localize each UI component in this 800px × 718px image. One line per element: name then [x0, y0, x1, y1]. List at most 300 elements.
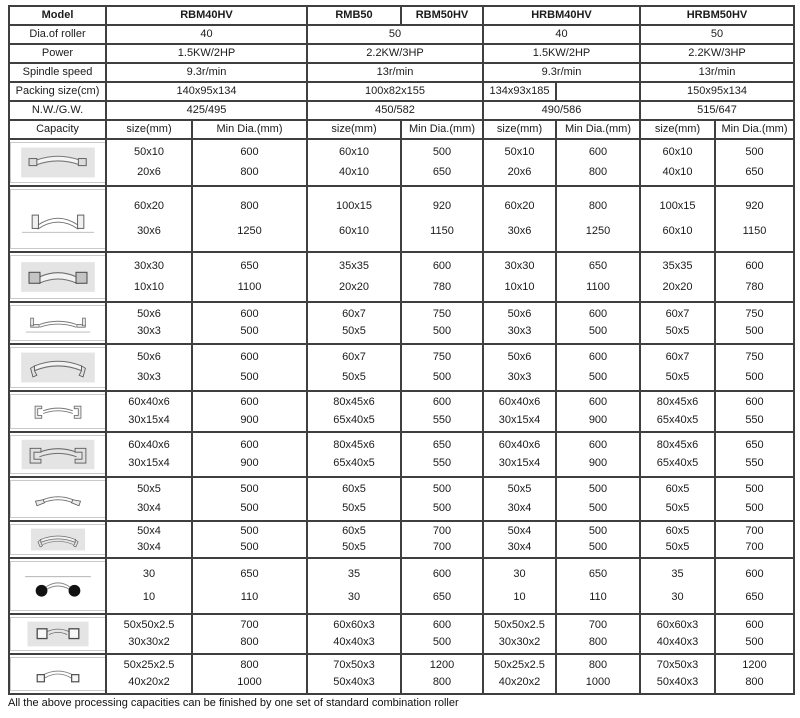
value-line: 30x4 — [507, 501, 532, 514]
value-line: 50x6 — [137, 307, 161, 320]
min-dia-cell — [402, 433, 482, 476]
value-line: 600 — [432, 619, 452, 631]
min-dia-cell — [716, 140, 793, 185]
min-dia-cell — [716, 187, 793, 251]
value-line: 40x20x2 — [128, 676, 170, 688]
min-dia-cell — [716, 303, 793, 343]
value-line: 10x10 — [134, 280, 164, 293]
capacity-icon-cell — [10, 559, 105, 613]
value-line: 650 — [745, 165, 764, 178]
value-line: 600 — [240, 351, 259, 364]
value-line: 60x7 — [665, 351, 690, 364]
footer-note: All the above processing capacities can be finished by one set of standard combination roller — [8, 697, 459, 709]
value-line: 60x10 — [339, 146, 369, 159]
size-cell — [641, 345, 714, 390]
value-line: 50x5 — [342, 501, 366, 514]
spec-label-power: Power — [10, 45, 105, 62]
value-line: 920 — [432, 199, 452, 212]
value-line: 80x45x6 — [656, 396, 699, 409]
value-line: 500 — [432, 501, 452, 514]
value-line: 920 — [745, 199, 764, 212]
value-line: 600 — [745, 619, 764, 631]
value-line: 80x45x6 — [333, 396, 375, 409]
model-hrbm50hv: HRBM50HV — [641, 7, 793, 24]
value-line: 65x40x5 — [656, 457, 699, 470]
min-dia-cell — [193, 478, 306, 520]
value-line: 50x40x3 — [656, 676, 699, 688]
spec-table — [8, 5, 795, 695]
value-line: 35x35 — [339, 260, 369, 273]
size-col-header: size(mm) — [107, 121, 191, 138]
value-line: 600 — [432, 260, 452, 273]
value-line: 110 — [240, 590, 259, 603]
value-line: 20x6 — [507, 165, 532, 178]
size-cell — [641, 433, 714, 476]
model-rmb50: RMB50 — [308, 7, 400, 24]
min-dia-cell — [402, 392, 482, 431]
value-line: 600 — [745, 568, 764, 581]
value-line: 50x10 — [504, 146, 535, 159]
size-cell — [308, 655, 400, 693]
value-line: 30x3 — [507, 370, 532, 383]
value-line: 1100 — [586, 280, 610, 293]
value-line: 60x7 — [342, 351, 366, 364]
value-line: 65x40x5 — [333, 413, 375, 426]
min-dia-col-header: Min Dia.(mm) — [716, 121, 793, 138]
value-line: 20x20 — [662, 280, 693, 293]
value-line: 50x25x2.5 — [123, 659, 175, 671]
value-line: 500 — [432, 325, 452, 338]
size-cell — [308, 522, 400, 557]
value-line: 800 — [588, 199, 608, 212]
size-col-header: size(mm) — [484, 121, 555, 138]
min-dia-cell — [557, 559, 639, 613]
min-dia-cell — [716, 253, 793, 301]
value-line: 50x25x2.5 — [494, 659, 545, 671]
min-dia-cell — [193, 187, 306, 251]
min-dia-cell — [557, 433, 639, 476]
min-dia-cell — [402, 615, 482, 653]
spec-value: 425/495 — [107, 102, 306, 119]
value-line: 65x40x5 — [333, 457, 375, 470]
value-line: 80x45x6 — [656, 438, 699, 451]
value-line: 600 — [588, 396, 608, 409]
value-line: 30x4 — [507, 541, 532, 553]
value-line: 50x5 — [507, 483, 532, 496]
square-tube-icon — [10, 617, 105, 651]
size-cell — [484, 392, 555, 431]
spec-value: 515/647 — [641, 102, 793, 119]
size-cell — [308, 615, 400, 653]
value-line: 30 — [347, 590, 361, 603]
flat-bar-flat-icon — [10, 142, 105, 183]
value-line: 80x45x6 — [333, 438, 375, 451]
value-line: 50x5 — [665, 501, 690, 514]
value-line: 500 — [588, 541, 608, 553]
value-line: 1100 — [237, 280, 262, 293]
value-line: 1200 — [429, 659, 455, 671]
min-dia-cell — [557, 187, 639, 251]
min-dia-cell — [402, 522, 482, 557]
min-dia-col-header: Min Dia.(mm) — [557, 121, 639, 138]
value-line: 60x40x6 — [128, 396, 170, 409]
size-cell — [107, 253, 191, 301]
value-line: 50x50x2.5 — [123, 619, 175, 631]
size-cell — [308, 303, 400, 343]
value-line: 50x5 — [342, 370, 366, 383]
size-cell — [107, 522, 191, 557]
value-line: 600 — [588, 146, 608, 159]
value-line: 500 — [240, 370, 259, 383]
value-line: 600 — [745, 396, 764, 409]
value-line: 30x3 — [137, 325, 161, 338]
value-line: 60x20 — [134, 199, 164, 212]
size-cell — [641, 615, 714, 653]
size-cell — [107, 615, 191, 653]
min-dia-cell — [557, 345, 639, 390]
value-line: 600 — [432, 396, 452, 409]
min-dia-cell — [402, 187, 482, 251]
size-cell — [484, 187, 555, 251]
value-line: 60x7 — [342, 307, 366, 320]
value-line: 50x6 — [137, 351, 161, 364]
value-line: 900 — [240, 457, 259, 470]
value-line: 750 — [432, 351, 452, 364]
value-line: 30x3 — [507, 325, 532, 338]
size-cell — [641, 140, 714, 185]
value-line: 100x15 — [659, 199, 696, 212]
value-line: 700 — [588, 619, 608, 631]
size-cell — [107, 478, 191, 520]
value-line: 600 — [745, 260, 764, 273]
min-dia-cell — [193, 559, 306, 613]
model-rbm50hv: RBM50HV — [402, 7, 482, 24]
value-line: 50x5 — [665, 541, 690, 553]
size-cell — [308, 559, 400, 613]
size-cell — [308, 253, 400, 301]
spec-label-packing: Packing size(cm) — [10, 83, 105, 100]
min-dia-cell — [402, 559, 482, 613]
value-line: 500 — [588, 525, 608, 537]
value-line: 65x40x5 — [656, 413, 699, 426]
value-line: 780 — [432, 280, 452, 293]
min-dia-cell — [557, 478, 639, 520]
value-line: 650 — [588, 260, 608, 273]
value-line: 550 — [745, 413, 764, 426]
packing-empty-cell — [557, 83, 639, 100]
value-line: 650 — [745, 590, 764, 603]
spec-value: 450/582 — [308, 102, 482, 119]
spec-value: 13r/min — [308, 64, 482, 81]
value-line: 600 — [240, 438, 259, 451]
size-cell — [484, 433, 555, 476]
value-line: 40x10 — [662, 165, 693, 178]
value-line: 500 — [745, 636, 764, 648]
value-line: 70x50x3 — [656, 659, 699, 671]
value-line: 600 — [588, 351, 608, 364]
size-cell — [484, 345, 555, 390]
capacity-icon-cell — [10, 392, 105, 431]
min-dia-cell — [193, 253, 306, 301]
value-line: 500 — [745, 325, 764, 338]
model-rbm40hv: RBM40HV — [107, 7, 306, 24]
value-line: 30x6 — [507, 225, 532, 238]
value-line: 600 — [240, 307, 259, 320]
value-line: 30 — [142, 568, 156, 581]
value-line: 30x30 — [134, 260, 164, 273]
value-line: 50x5 — [665, 370, 690, 383]
min-dia-cell — [716, 478, 793, 520]
value-line: 50x6 — [507, 307, 532, 320]
size-cell — [107, 559, 191, 613]
value-line: 550 — [745, 457, 764, 470]
capacity-icon-cell — [10, 615, 105, 653]
min-dia-cell — [402, 655, 482, 693]
value-line: 500 — [745, 146, 764, 159]
min-dia-cell — [557, 253, 639, 301]
value-line: 800 — [240, 659, 259, 671]
square-bar-icon — [10, 255, 105, 299]
value-line: 500 — [240, 325, 259, 338]
value-line: 30 — [513, 568, 526, 581]
value-line: 30x30x2 — [128, 636, 170, 648]
value-line: 750 — [745, 351, 764, 364]
value-line: 40x40x3 — [333, 636, 375, 648]
value-line: 800 — [745, 676, 764, 688]
value-line: 650 — [240, 260, 259, 273]
value-line: 500 — [432, 370, 452, 383]
min-dia-cell — [557, 303, 639, 343]
size-cell — [107, 345, 191, 390]
value-line: 60x10 — [662, 225, 693, 238]
size-cell — [107, 392, 191, 431]
value-line: 1150 — [430, 225, 454, 238]
spec-value: 490/586 — [484, 102, 639, 119]
value-line: 30x30x2 — [498, 636, 541, 648]
min-dia-cell — [193, 615, 306, 653]
value-line: 600 — [588, 307, 608, 320]
value-line: 40x20x2 — [498, 676, 541, 688]
value-line: 650 — [432, 590, 452, 603]
size-cell — [641, 522, 714, 557]
value-line: 60x10 — [662, 146, 693, 159]
value-line: 30x30 — [504, 260, 535, 273]
angle-down-icon — [10, 347, 105, 388]
value-line: 1150 — [742, 225, 767, 238]
size-cell — [641, 253, 714, 301]
capacity-header-label: Capacity — [10, 121, 105, 138]
value-line: 60x5 — [665, 483, 690, 496]
value-line: 800 — [240, 636, 259, 648]
spec-value: 100x82x155 — [308, 83, 482, 100]
value-line: 600 — [240, 146, 259, 159]
value-line: 50x5 — [342, 325, 366, 338]
capacity-icon-cell — [10, 140, 105, 185]
value-line: 50x50x2.5 — [494, 619, 545, 631]
min-dia-col-header: Min Dia.(mm) — [402, 121, 482, 138]
value-line: 500 — [432, 636, 452, 648]
channel-in-icon — [10, 435, 105, 474]
value-line: 700 — [432, 541, 452, 553]
min-dia-cell — [557, 140, 639, 185]
value-line: 750 — [745, 307, 764, 320]
min-dia-cell — [402, 140, 482, 185]
min-dia-cell — [402, 345, 482, 390]
value-line: 500 — [745, 370, 764, 383]
round-bar-icon — [10, 561, 105, 611]
value-line: 650 — [432, 165, 452, 178]
capacity-icon-cell — [10, 478, 105, 520]
size-cell — [484, 522, 555, 557]
value-line: 30x3 — [137, 370, 161, 383]
value-line: 60x60x3 — [333, 619, 375, 631]
min-dia-cell — [716, 345, 793, 390]
value-line: 500 — [432, 146, 452, 159]
value-line: 800 — [432, 676, 452, 688]
value-line: 500 — [745, 483, 764, 496]
value-line: 780 — [745, 280, 764, 293]
value-line: 40x10 — [339, 165, 369, 178]
size-cell — [107, 655, 191, 693]
model-hrbm40hv: HRBM40HV — [484, 7, 639, 24]
min-dia-cell — [716, 392, 793, 431]
value-line: 60x60x3 — [656, 619, 699, 631]
value-line: 900 — [588, 457, 608, 470]
min-dia-cell — [402, 253, 482, 301]
value-line: 20x6 — [137, 165, 161, 178]
spec-value: 50 — [641, 26, 793, 43]
spec-value: 150x95x134 — [641, 83, 793, 100]
value-line: 1200 — [742, 659, 767, 671]
spec-label-weight: N.W./G.W. — [10, 102, 105, 119]
value-line: 30x15x4 — [128, 457, 170, 470]
capacity-icon-cell — [10, 655, 105, 693]
capacity-icon-cell — [10, 253, 105, 301]
value-line: 35 — [671, 568, 684, 581]
value-line: 30x15x4 — [498, 457, 541, 470]
channel-out-icon — [10, 394, 105, 429]
value-line: 600 — [588, 438, 608, 451]
spec-value: 2.2KW/3HP — [308, 45, 482, 62]
size-cell — [641, 187, 714, 251]
value-line: 60x20 — [504, 199, 535, 212]
value-line: 60x40x6 — [498, 438, 541, 451]
min-dia-cell — [557, 392, 639, 431]
value-line: 700 — [432, 525, 452, 537]
value-line: 20x20 — [339, 280, 369, 293]
channel-flat-icon — [10, 524, 105, 555]
value-line: 50x4 — [137, 525, 161, 537]
min-dia-cell — [557, 615, 639, 653]
size-cell — [308, 140, 400, 185]
min-dia-cell — [557, 655, 639, 693]
value-line: 60x10 — [339, 225, 369, 238]
value-line: 50x5 — [665, 325, 690, 338]
value-line: 700 — [745, 525, 764, 537]
value-line: 500 — [588, 501, 608, 514]
value-line: 60x40x6 — [128, 438, 170, 451]
value-line: 35 — [347, 568, 361, 581]
size-col-header: size(mm) — [308, 121, 400, 138]
value-line: 550 — [432, 413, 452, 426]
value-line: 500 — [240, 501, 259, 514]
value-line: 110 — [589, 590, 607, 603]
value-line: 70x50x3 — [333, 659, 375, 671]
size-cell — [308, 478, 400, 520]
value-line: 1000 — [237, 676, 262, 688]
size-cell — [107, 303, 191, 343]
size-col-header: size(mm) — [641, 121, 714, 138]
value-line: 700 — [240, 619, 259, 631]
value-line: 50x6 — [507, 351, 532, 364]
min-dia-cell — [716, 559, 793, 613]
value-line: 10 — [513, 590, 526, 603]
value-line: 50x40x3 — [333, 676, 375, 688]
spec-label-spindle: Spindle speed — [10, 64, 105, 81]
value-line: 500 — [588, 370, 608, 383]
value-line: 50x5 — [137, 483, 161, 496]
value-line: 60x7 — [665, 307, 690, 320]
value-line: 40x40x3 — [656, 636, 699, 648]
value-line: 50x5 — [342, 541, 366, 553]
size-cell — [308, 187, 400, 251]
size-cell — [484, 140, 555, 185]
size-cell — [308, 392, 400, 431]
value-line: 60x40x6 — [498, 396, 541, 409]
value-line: 600 — [432, 568, 452, 581]
size-cell — [484, 615, 555, 653]
spec-value: 2.2KW/3HP — [641, 45, 793, 62]
value-line: 10 — [142, 590, 156, 603]
min-dia-cell — [716, 615, 793, 653]
spec-value: 134x93x185 — [484, 83, 555, 100]
value-line: 35x35 — [662, 260, 693, 273]
size-cell — [641, 559, 714, 613]
value-line: 30x4 — [137, 501, 161, 514]
min-dia-cell — [193, 303, 306, 343]
min-dia-cell — [193, 345, 306, 390]
min-dia-cell — [716, 655, 793, 693]
value-line: 1250 — [237, 225, 262, 238]
spec-value: 9.3r/min — [107, 64, 306, 81]
value-line: 800 — [588, 165, 608, 178]
value-line: 60x5 — [342, 525, 366, 537]
value-line: 500 — [745, 501, 764, 514]
min-dia-cell — [402, 303, 482, 343]
spec-value: 1.5KW/2HP — [107, 45, 306, 62]
value-line: 500 — [432, 483, 452, 496]
size-cell — [641, 303, 714, 343]
value-line: 750 — [432, 307, 452, 320]
spec-value: 40 — [107, 26, 306, 43]
min-dia-cell — [716, 522, 793, 557]
value-line: 500 — [588, 325, 608, 338]
capacity-icon-cell — [10, 522, 105, 557]
value-line: 600 — [240, 396, 259, 409]
value-line: 50x4 — [507, 525, 532, 537]
spec-value: 50 — [308, 26, 482, 43]
value-line: 700 — [745, 541, 764, 553]
size-cell — [484, 253, 555, 301]
value-line: 1000 — [585, 676, 611, 688]
value-line: 500 — [240, 525, 259, 537]
value-line: 100x15 — [335, 199, 373, 212]
min-dia-cell — [193, 522, 306, 557]
spec-value: 1.5KW/2HP — [484, 45, 639, 62]
min-dia-cell — [193, 140, 306, 185]
value-line: 60x5 — [342, 483, 366, 496]
value-line: 500 — [240, 541, 259, 553]
